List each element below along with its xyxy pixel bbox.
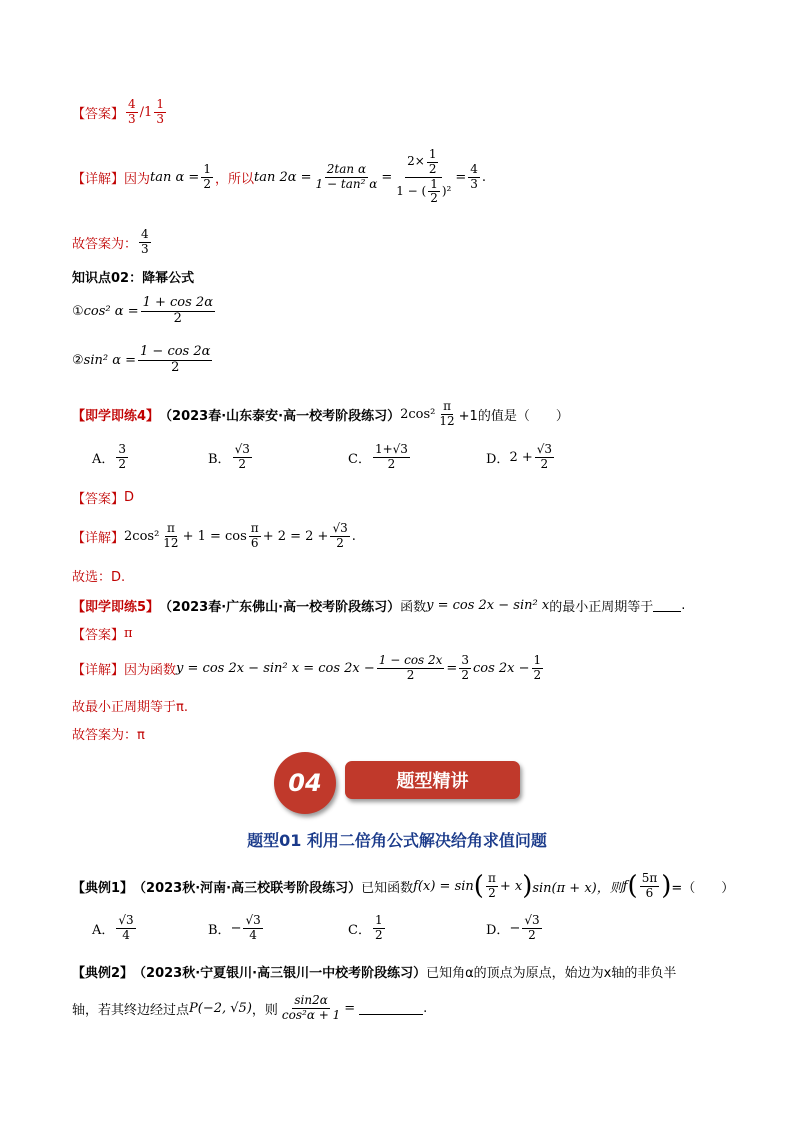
option-a[interactable]: A． $\frac{√3}{4}$ — [92, 913, 134, 942]
text: 因为 — [124, 171, 151, 187]
math: y = cos 2x − sin² x — [426, 598, 550, 613]
text: 故选：D. — [72, 570, 126, 585]
math: sin² α = — [83, 352, 137, 368]
paren-right: ) — [522, 871, 533, 902]
paren-left: ( — [627, 871, 638, 902]
option-c[interactable]: C． $\frac{1}{2}$ — [348, 913, 383, 942]
detail-label: 【详解】 — [72, 171, 125, 187]
math: + 2 = 2 + — [262, 528, 329, 544]
paren-right: ) — [661, 871, 672, 902]
text: ，则 — [251, 1002, 278, 1018]
text: 知识点02：降幂公式 — [72, 271, 195, 286]
detail-4 — [72, 522, 356, 551]
text: =（ ） — [671, 880, 735, 896]
answer-5 — [72, 624, 133, 643]
answer-label: 【答案】 — [72, 628, 125, 643]
text: 因为函数 — [124, 662, 177, 678]
option-d[interactable]: D． 2 + $\frac{√3}{2}$ — [486, 442, 553, 471]
fraction: $\frac{1 - \cos 2\alpha}{2}$ — [140, 344, 211, 375]
answer-blank[interactable] — [653, 599, 681, 612]
fraction: $\frac{4}{3}$ — [470, 161, 478, 191]
fraction: $\frac{1}{3}$ — [156, 97, 164, 126]
fraction: $\frac{3}{2}$ — [461, 653, 469, 682]
option-b[interactable]: B． − $\frac{√3}{4}$ — [208, 913, 261, 942]
whole-number: 1 — [144, 104, 153, 120]
formula-cos — [72, 296, 217, 327]
fraction: $\frac{\pi}{12}$ — [163, 521, 179, 550]
fraction: $\frac{4}{3}$ — [128, 97, 136, 126]
section-banner: 题型精讲 — [345, 761, 520, 799]
source: （2023春·山东泰安·高一校考阶段练习） — [159, 408, 401, 424]
detail-label: 【详解】 — [72, 530, 125, 546]
math: f — [622, 878, 628, 894]
text: 故最小正周期等于π. — [72, 700, 188, 715]
choice-4 — [72, 566, 125, 585]
math: tan 2α = — [253, 169, 312, 185]
example-1 — [72, 872, 734, 901]
math: 2cos² — [124, 528, 160, 544]
period: . — [481, 169, 487, 185]
source: （2023秋·宁夏银川·高三银川一中校考阶段练习） — [133, 966, 427, 981]
equals: = — [446, 660, 458, 676]
fraction: $\frac{\pi}{6}$ — [250, 521, 259, 550]
detail-5 — [72, 654, 545, 683]
circled-number: ① — [72, 303, 84, 319]
paren-left: ( — [473, 871, 484, 902]
example-label: 【典例2】 — [72, 966, 134, 981]
section-number-badge: 04 — [274, 752, 336, 814]
knowledge-point-heading — [72, 267, 194, 286]
math: y = cos 2x − sin² x = cos 2x − — [176, 660, 375, 676]
fraction: $\frac{5\pi}{6}$ — [641, 871, 658, 900]
answer-label: 【答案】 — [72, 492, 125, 507]
answer-blank[interactable] — [359, 1002, 423, 1015]
text: 已知函数 — [361, 880, 414, 896]
answer-4 — [72, 488, 134, 507]
text: 已知角α的顶点为原点，始边为x轴的非负半 — [426, 966, 677, 981]
math: tan α = — [150, 169, 200, 185]
math: + x — [499, 878, 523, 894]
conclusion-1 — [72, 228, 153, 257]
fraction: $\frac{1 - \cos 2x}{2}$ — [378, 653, 443, 682]
text: 函数 — [400, 600, 427, 615]
option-b[interactable]: B． $\frac{√3}{2}$ — [208, 442, 250, 471]
answer-value: π — [124, 626, 133, 641]
math: f(x) = sin — [413, 878, 474, 894]
detail-1 — [72, 148, 486, 206]
period: . — [681, 598, 686, 613]
fraction: $\frac{\text{2tan α}}{\text{1 − tan² α}}$ — [315, 161, 378, 191]
practice-label: 【即学即练5】 — [72, 600, 160, 615]
answer-value: D — [124, 490, 135, 505]
equals: = — [455, 169, 467, 185]
text: +1的值是（ ） — [458, 408, 569, 424]
conclusion-5 — [72, 724, 145, 743]
option-a[interactable]: A． $\frac{3}{2}$ — [92, 442, 127, 471]
text: ，所以 — [214, 171, 254, 187]
text: 故答案为： — [72, 236, 138, 252]
period: . — [351, 528, 356, 544]
equals: = — [381, 169, 393, 185]
math: 2cos² — [400, 406, 436, 422]
math: P(−2, √5) — [189, 1000, 252, 1016]
math: sin(π + x)，则 — [532, 880, 623, 896]
fraction: $\frac{\sin 2\alpha}{\text{cos²α + 1}}$ — [281, 993, 341, 1022]
option-c[interactable]: C． $\frac{1+√3}{2}$ — [348, 442, 408, 471]
fraction: $\frac{\pi}{12}$ — [439, 399, 455, 428]
period: . — [423, 1000, 428, 1016]
fraction: $\frac{1}{2}$ — [533, 653, 542, 682]
math: cos 2x − — [472, 660, 530, 676]
fraction: $\frac{4}{3}$ — [141, 227, 149, 256]
example-2-line-2 — [72, 994, 427, 1023]
practice-label: 【即学即练4】 — [72, 408, 160, 424]
math: cos² α = — [83, 303, 139, 319]
detail-label: 【详解】 — [72, 662, 125, 678]
example-2-line-1 — [72, 962, 676, 981]
fraction: $\frac{\pi}{2}$ — [487, 871, 496, 900]
option-d[interactable]: D． − $\frac{√3}{2}$ — [486, 913, 540, 942]
slash: / — [139, 104, 145, 120]
source: （2023春·广东佛山·高一校考阶段练习） — [159, 600, 401, 615]
section-title: 题型01 利用二倍角公式解决给角求值问题 — [247, 831, 547, 850]
source: （2023秋·河南·高三校联考阶段练习） — [133, 880, 362, 896]
fraction: $\frac{1}{2}$ — [203, 161, 211, 191]
equals: = — [344, 1000, 356, 1016]
answer-label: 【答案】 — [72, 106, 125, 122]
fraction: $\frac{√3}{2}$ — [332, 521, 348, 550]
fraction: $\frac{1 + \cos 2\alpha}{2}$ — [142, 295, 213, 326]
text: 轴，若其终边经过点 — [72, 1002, 190, 1018]
example-label: 【典例1】 — [72, 880, 134, 896]
text: 故答案为：π — [72, 728, 145, 743]
circled-number: ② — [72, 352, 84, 368]
answer-1 — [72, 98, 168, 127]
math: + 1 = cos — [182, 528, 247, 544]
formula-sin — [72, 345, 214, 376]
practice-4 — [72, 400, 569, 429]
period-conclusion — [72, 696, 188, 715]
text: 的最小正周期等于 — [549, 600, 654, 615]
practice-5 — [72, 596, 685, 615]
complex-fraction: 2× $\frac{1}{2}$ 1 − ( $\frac{1}{2}$ )² — [396, 147, 452, 206]
